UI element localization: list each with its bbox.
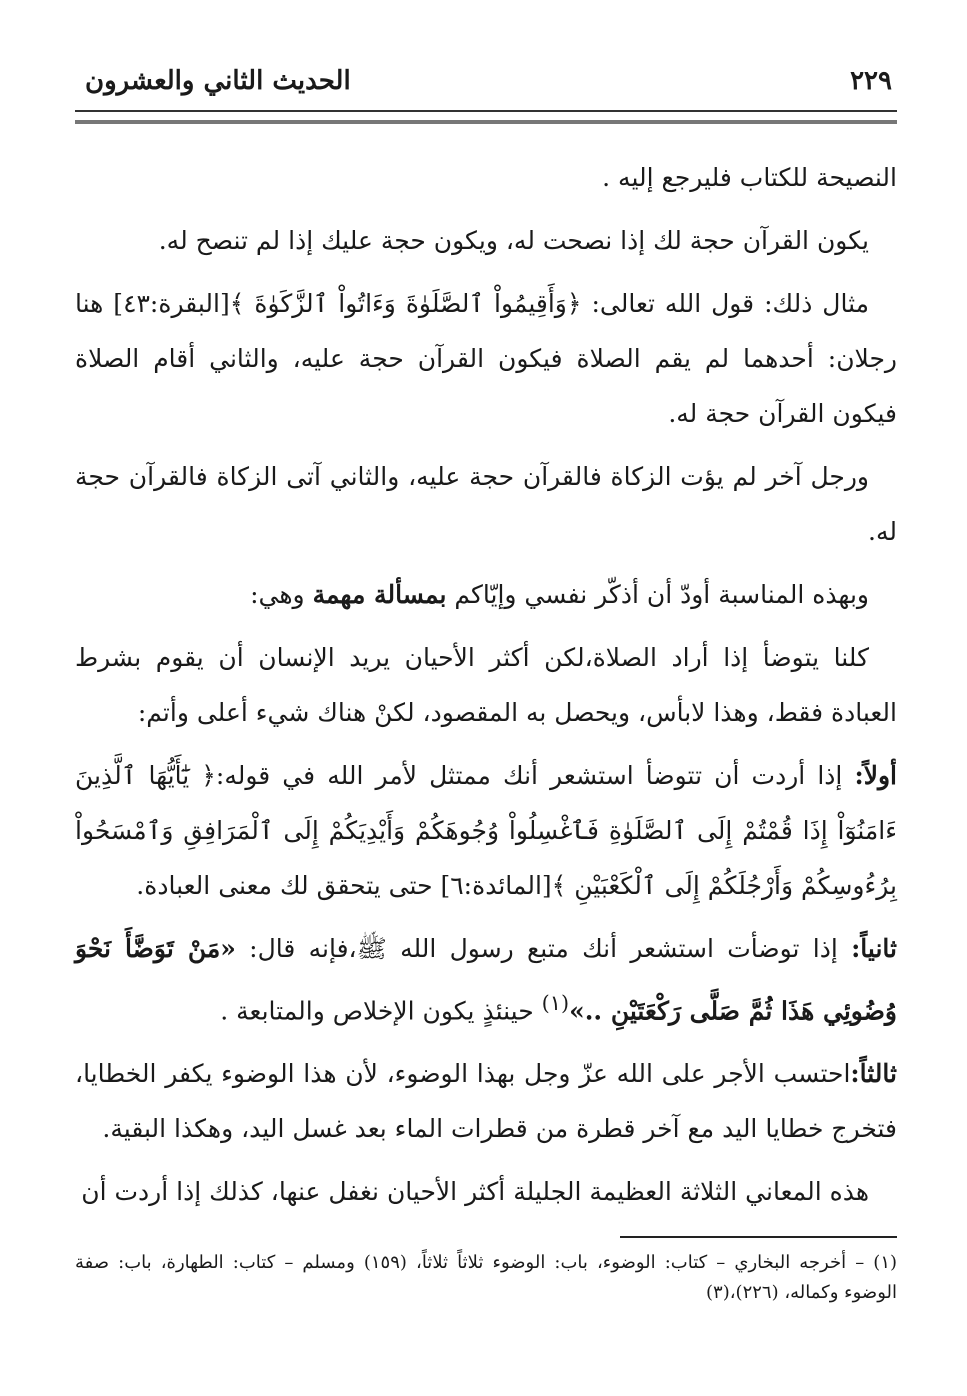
- paragraph-5-emphasis: بمسألة مهمة: [312, 580, 447, 609]
- point-label-first: أولاً:: [854, 761, 897, 790]
- page-number: ٢٢٩: [850, 66, 892, 96]
- page-header: [75, 66, 897, 106]
- header-divider: [75, 110, 897, 124]
- paragraph-8-tail: حينئذٍ يكون الإخلاص والمتابعة .: [220, 996, 542, 1026]
- paragraph-7-text: إذا أردت أن تتوضأ استشعر أنك ممتثل لأمر الله في قوله:﴿ يَٰٓأَيُّهَا ٱلَّذِينَ ءَامَنُوٓاْ إِذَا قُمْتُمْ إِلَى ٱلصَّلَوٰةِ فَٱغْسِلُواْ وُجُوهَكُمْ وَأَيْدِيَكُمْ إِلَى ٱلْمَرَافِقِ وَٱمْسَحُواْ بِرُءُوسِكُمْ وَأَرْجُلَكُمْ إِلَى ٱلْكَعْبَيْنِ ﴾[المائدة:٦] حتى يتحقق لك معنى العبادة.: [75, 761, 897, 900]
- paragraph-5: [75, 567, 897, 622]
- paragraph-9-text: احتسب الأجر على الله عزّ وجل بهذا الوضوء، لأن هذا الوضوء يكفر الخطايا، فتخرج خطايا اليد مع آخر قطرة من قطرات الماء بعد غسل اليد، وهكذا البقية.: [75, 1059, 897, 1144]
- paragraph-2: يكون القرآن حجة لك إذا نصحت له، ويكون حجة عليك إذا لم تنصح له.: [158, 226, 869, 255]
- running-title: الحديث الثاني والعشرون: [85, 66, 351, 96]
- paragraph-5-text: وبهذه المناسبة أودّ أن أذكّر نفسي وإيّاكم: [446, 580, 869, 609]
- footnote-1: (١) – أخرجه البخاري – كتاب: الوضوء، باب: الوضوء ثلاثاً ثلاثاً، (١٥٩) ومسلم – كتاب: الطهارة، باب: صفة الوضوء وكماله، (٢٢٦)،(٣): [75, 1252, 898, 1303]
- paragraph-10: هذه المعاني الثلاثة العظيمة الجليلة أكثر الأحيان نغفل عنها، كذلك إذا أردت أن: [81, 1177, 869, 1207]
- point-label-second: ثانياً:: [851, 934, 898, 963]
- hadith-quote: «مَنْ تَوَضَّأَ نَحْوَ وُضُوئِي هَذَا ثُمَّ صَلَّى رَكْعَتَيْنِ ..»: [75, 934, 897, 1026]
- footnotes: [75, 1248, 897, 1308]
- footnote-ref[interactable]: (١): [541, 991, 570, 1015]
- paragraph-3: مثال ذلك: قول الله تعالى: ﴿وَأَقِيمُواْ ٱلصَّلَوٰةَ وَءَاتُواْ ٱلزَّكَوٰةَ ﴾[البقرة:٤٣] هنا رجلان: أحدهما لم يقم الصلاة فيكون القرآن حجة عليه، والثاني أقام الصلاة فيكون القرآن حجة له.: [75, 289, 897, 428]
- paragraph-5-tail: وهي:: [250, 580, 313, 609]
- paragraph-7: [75, 748, 897, 913]
- paragraph-6: كلنا يتوضأ إذا أراد الصلاة،لكن أكثر الأحيان يريد الإنسان أن يقوم بشرط العبادة فقط، وهذا لابأس، ويحصل به المقصود، لكنْ هناك شيء أعلى وأتم:: [75, 643, 897, 727]
- paragraph-8: [75, 921, 897, 1038]
- point-label-third: ثالثاً:: [850, 1059, 897, 1089]
- paragraph-1: النصيحة للكتاب فليرجع إليه .: [602, 163, 897, 192]
- main-text: [75, 150, 897, 1219]
- paragraph-4: ورجل آخر لم يؤت الزكاة فالقرآن حجة عليه، والثاني آتى الزكاة فالقرآن حجة له.: [75, 462, 897, 546]
- footnote-divider: [620, 1236, 897, 1238]
- paragraph-8-text: إذا توضأت استشعر أنك متبع رسول الله ﷺ،فإنه قال:: [235, 934, 852, 963]
- paragraph-9: [75, 1046, 897, 1156]
